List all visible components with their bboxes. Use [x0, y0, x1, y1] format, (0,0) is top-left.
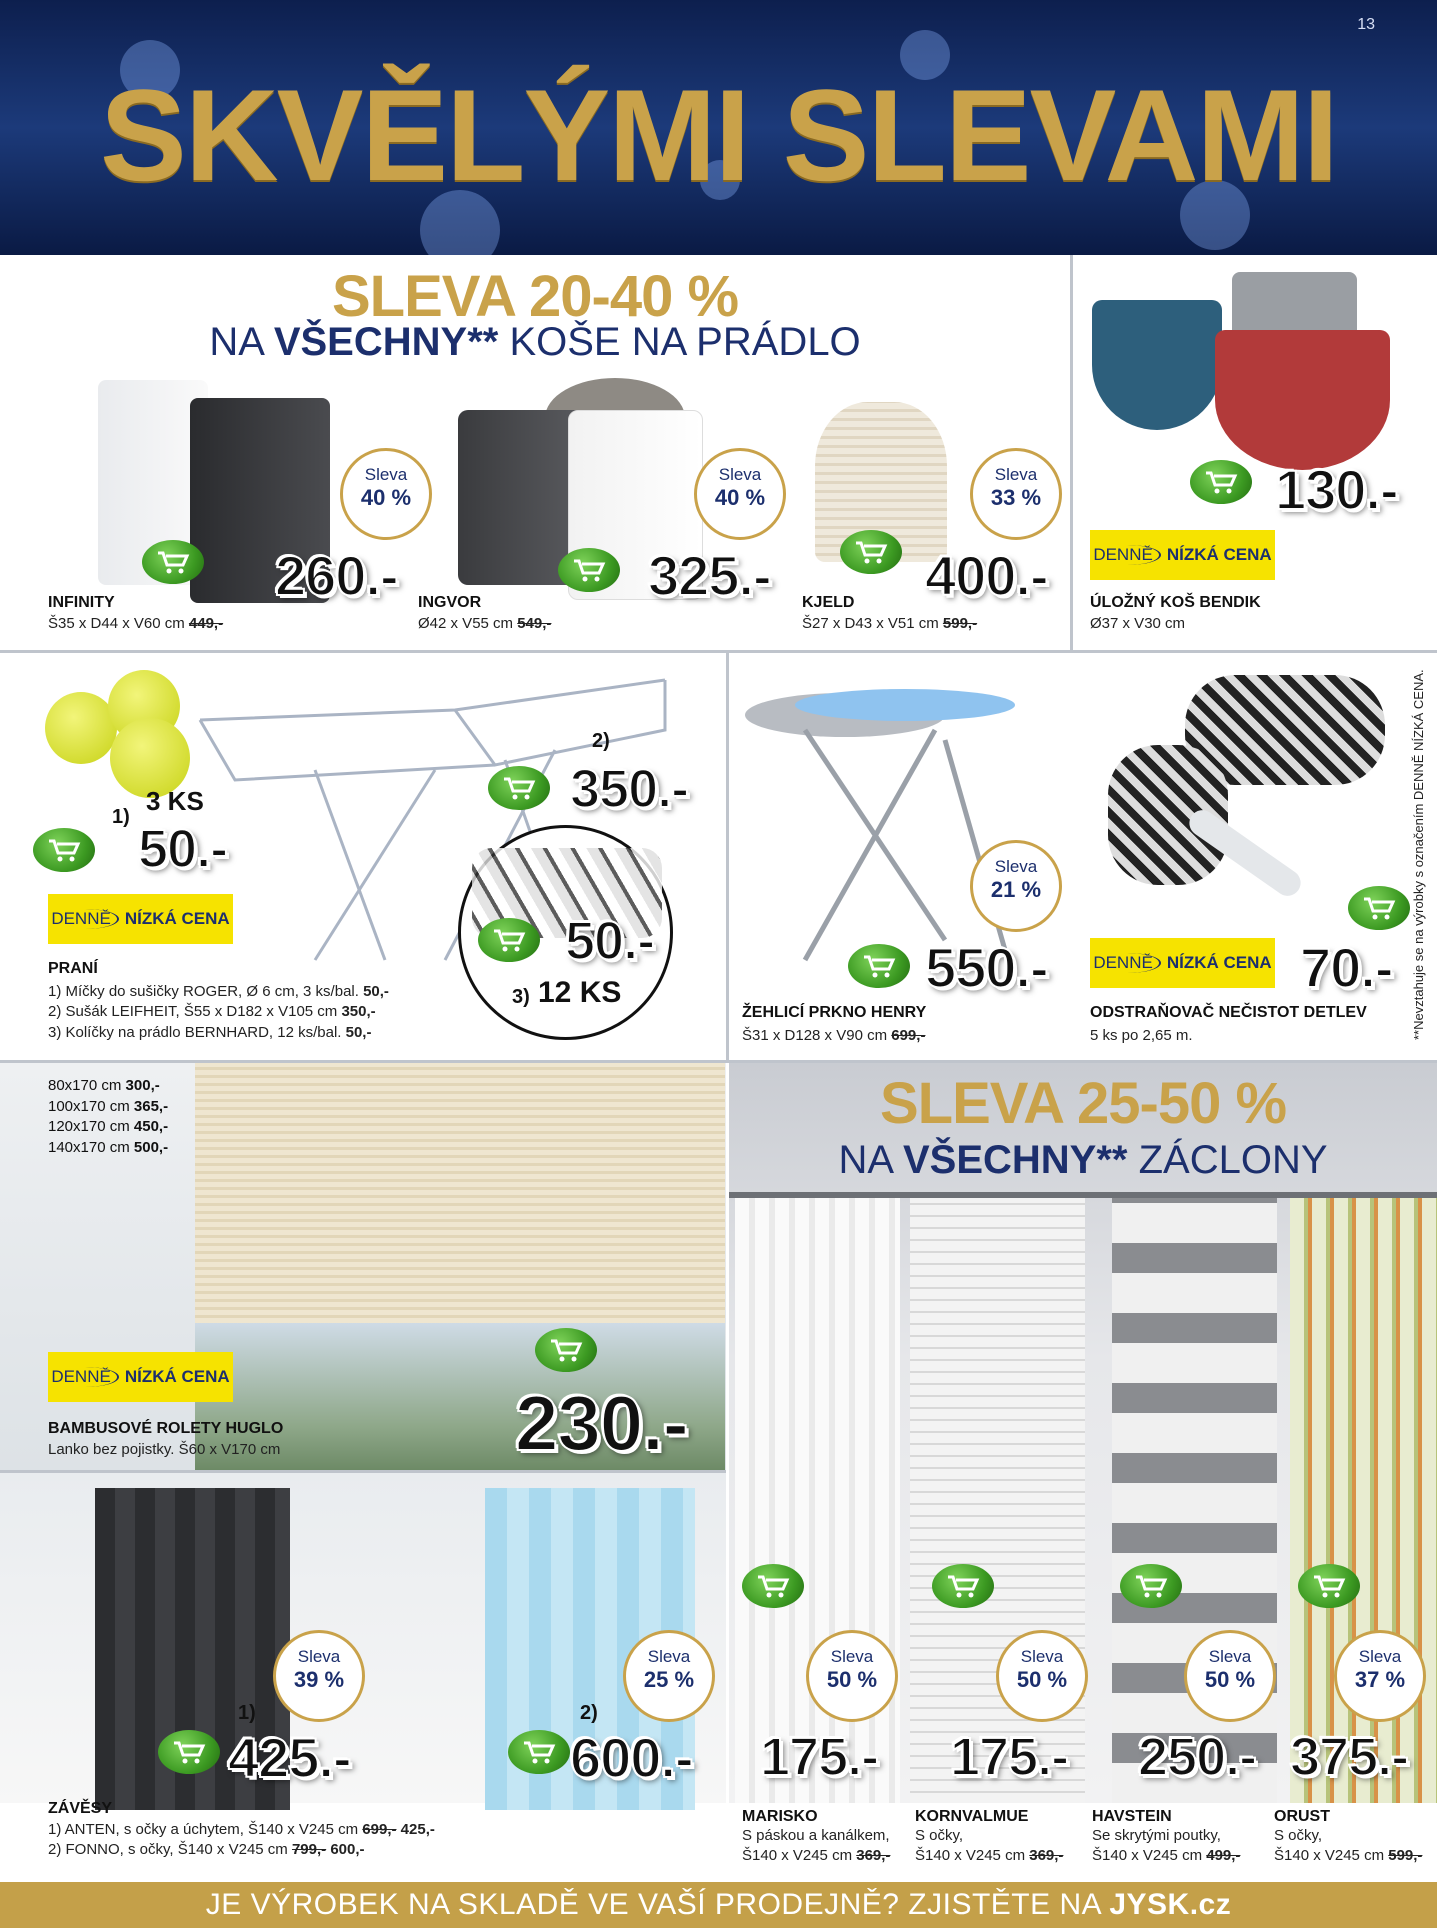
item-number: 2) [580, 1702, 598, 1724]
bendik-blue-tub-image [1092, 300, 1222, 430]
cart-icon[interactable] [1120, 1564, 1182, 1608]
detlev-price: 70.- [1300, 936, 1393, 999]
cart-icon[interactable] [848, 944, 910, 988]
zaclony-sale-subtitle: NA VŠECHNY** ZÁCLONY [838, 1138, 1328, 1182]
zavesy-desc: 1) ANTEN, s očky a úchytem, Š140 x V245 cm 699,- 425,- 2) FONNO, s očky, Š140 x V245 cm 799,- 600,- [48, 1821, 435, 1859]
prani-name: PRANÍ [48, 960, 98, 977]
divider [1070, 255, 1073, 650]
item-number: 1) [238, 1702, 256, 1724]
item-number: 1) [112, 806, 130, 828]
side-note: **Nevztahuje se na výrobky s označením DENNĚ NÍZKÁ CENA. [1411, 669, 1426, 1040]
henry-desc: Š31 x D128 x V90 cm 699,- [742, 1027, 926, 1044]
infinity-desc: Š35 x D44 x V60 cm 449,- [48, 615, 224, 632]
havstein-price: 250.- [1138, 1727, 1257, 1787]
discount-badge: Sleva 21 % [970, 840, 1062, 932]
cart-icon[interactable] [158, 1730, 220, 1774]
havstein-info: HAVSTEIN Se skrytými poutky, Š140 x V245 cm 499,- [1092, 1808, 1272, 1867]
denne-nizka-cena-label: DENNĚ NÍZKÁ CENA [1090, 938, 1275, 988]
bendik-price: 130.- [1275, 458, 1398, 521]
huglo-sizes: 80x170 cm 300,- 100x170 cm 365,- 120x170 cm 450,- 140x170 cm 500,- [48, 1077, 169, 1157]
denne-nizka-cena-label: DENNĚ NÍZKÁ CENA [48, 1352, 233, 1402]
divider [0, 650, 1437, 653]
cart-icon[interactable] [742, 1564, 804, 1608]
item-number: 3) [512, 986, 530, 1008]
henry-name: ŽEHLICÍ PRKNO HENRY [742, 1004, 927, 1021]
headline: SKVĚLÝMI SLEVAMI [100, 62, 1337, 208]
orust-price: 375.- [1290, 1727, 1409, 1787]
marisko-price: 175.- [760, 1727, 879, 1787]
discount-badge: Sleva 50 % [996, 1630, 1088, 1722]
huglo-name: BAMBUSOVÉ ROLETY HUGLO [48, 1420, 284, 1437]
cart-icon[interactable] [508, 1730, 570, 1774]
cart-icon[interactable] [142, 540, 204, 584]
discount-badge: Sleva 40 % [340, 448, 432, 540]
discount-badge: Sleva 25 % [623, 1630, 715, 1722]
cart-icon[interactable] [33, 828, 95, 872]
bamboo-blind-image [195, 1063, 725, 1323]
pegs-quantity: 12 KS [538, 976, 622, 1009]
ingvor-name: INGVOR [418, 594, 482, 611]
denne-nizka-cena-label: DENNĚ NÍZKÁ CENA [48, 894, 233, 944]
laundry-sale-subtitle: NA VŠECHNY** KOŠE NA PRÁDLO [209, 320, 861, 364]
footer-banner: JE VÝROBEK NA SKLADĚ VE VAŠÍ PRODEJNĚ? ZJISTĚTE NA JYSK.cz [0, 1882, 1437, 1928]
kornvalmue-price: 175.- [950, 1727, 1069, 1787]
kornvalmue-info: KORNVALMUE S očky, Š140 x V245 cm 369,- [915, 1808, 1090, 1867]
prani-desc: 1) Míčky do sušičky ROGER, Ø 6 cm, 3 ks/bal. 50,- 2) Sušák LEIFHEIT, Š55 x D182 x V105 cm 350,- 3) Kolíčky na prádlo BERNHARD, 12 ks/bal. 50,- [48, 983, 389, 1041]
ingvor-price: 325.- [648, 544, 771, 607]
item-number: 2) [592, 730, 610, 752]
kjeld-desc: Š27 x D43 x V51 cm 599,- [802, 615, 978, 632]
marisko-name: MARISKO [742, 1808, 818, 1825]
havstein-name: HAVSTEIN [1092, 1808, 1172, 1825]
ironing-board-image [745, 680, 1065, 980]
henry-price: 550.- [925, 936, 1048, 999]
discount-badge: Sleva 39 % [273, 1630, 365, 1722]
page-number: 13 [1357, 16, 1375, 33]
orust-info: ORUST S očky, Š140 x V245 cm 599,- [1274, 1808, 1437, 1867]
cart-icon[interactable] [932, 1564, 994, 1608]
ingvor-desc: Ø42 x V55 cm 549,- [418, 615, 552, 632]
fonno-price: 600.- [570, 1726, 693, 1789]
bendik-name: ÚLOŽNÝ KOŠ BENDIK [1090, 594, 1261, 611]
cart-icon[interactable] [1348, 886, 1410, 930]
detlev-name: ODSTRAŇOVAČ NEČISTOT DETLEV [1090, 1004, 1367, 1021]
rack-price: 350.- [570, 759, 689, 819]
cart-icon[interactable] [1298, 1564, 1360, 1608]
cart-icon[interactable] [535, 1328, 597, 1372]
bendik-red-tub-image [1215, 330, 1390, 470]
kjeld-name: KJELD [802, 594, 855, 611]
cart-icon[interactable] [478, 918, 540, 962]
laundry-sale-title: SLEVA 20-40 % [331, 264, 739, 329]
kjeld-price: 400.- [925, 544, 1048, 607]
huglo-desc: Lanko bez pojistky. Š60 x V170 cm [48, 1441, 281, 1458]
denne-nizka-cena-label: DENNĚ NÍZKÁ CENA [1090, 530, 1275, 580]
balls-quantity: 3 KS [146, 786, 204, 816]
zaclony-sale-title: SLEVA 25-50 % [879, 1071, 1287, 1136]
divider [726, 653, 729, 1060]
tennis-ball-image [45, 692, 117, 764]
huglo-price: 230.- [515, 1379, 688, 1467]
discount-badge: Sleva 50 % [1184, 1630, 1276, 1722]
cart-icon[interactable] [488, 766, 550, 810]
bendik-desc: Ø37 x V30 cm [1090, 615, 1186, 632]
infinity-name: INFINITY [48, 594, 115, 611]
infinity-price: 260.- [275, 544, 398, 607]
zavesy-name: ZÁVĚSY [48, 1800, 113, 1817]
discount-badge: Sleva 33 % [970, 448, 1062, 540]
discount-badge: Sleva 40 % [694, 448, 786, 540]
jysk-link[interactable]: JYSK.cz [1109, 1888, 1232, 1921]
marisko-info: MARISKO S páskou a kanálkem, Š140 x V245 cm 369,- [742, 1808, 912, 1867]
anten-price: 425.- [228, 1726, 351, 1789]
discount-badge: Sleva 50 % [806, 1630, 898, 1722]
pegs-price: 50.- [565, 911, 655, 971]
cart-icon[interactable] [1190, 460, 1252, 504]
balls-price: 50.- [138, 819, 228, 879]
discount-badge: Sleva 37 % [1334, 1630, 1426, 1722]
cart-icon[interactable] [558, 548, 620, 592]
kornvalmue-name: KORNVALMUE [915, 1808, 1029, 1825]
orust-name: ORUST [1274, 1808, 1330, 1825]
cart-icon[interactable] [840, 530, 902, 574]
detlev-desc: 5 ks po 2,65 m. [1090, 1027, 1193, 1044]
